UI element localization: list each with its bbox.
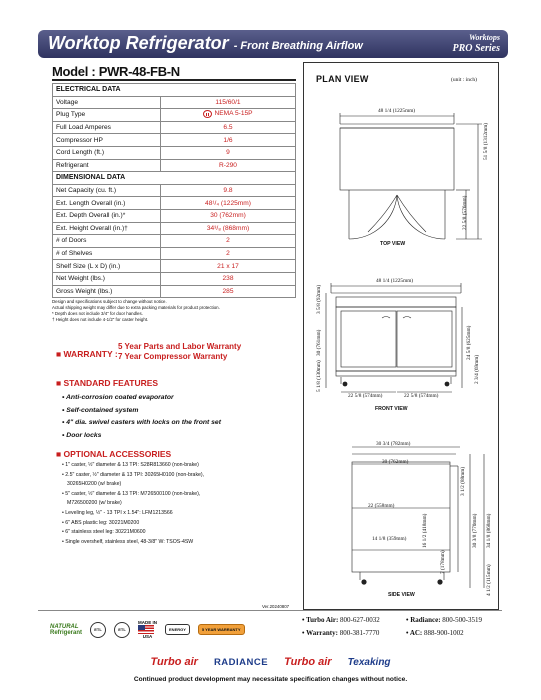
spec-label: Plug Type	[53, 109, 161, 122]
warranty-label-text: WARRANTY :	[63, 349, 118, 359]
list-item: • Anti-corrosion coated evaporator	[62, 394, 174, 401]
contact-key: • AC:	[406, 628, 423, 637]
dim-side-h1: 16 1/2 (418mm)	[422, 513, 428, 548]
dim-side-top: 3 1/2 (88mm)	[460, 466, 466, 496]
flag-icon	[138, 625, 154, 634]
made-in-usa-badge	[138, 620, 157, 639]
list-item: • Door locks	[62, 431, 102, 439]
note: * Depth does not include 3/4" for door handles.	[52, 311, 143, 316]
refrigerant-text: Refrigerant	[50, 629, 83, 636]
spec-label: Net Capacity (cu. ft.)	[53, 184, 161, 197]
title-subtitle: - Front Breathing Airflow	[233, 40, 363, 52]
accessory-text: 5" caster, ½" diameter & 13 TPI: M726500100 (non-brake),	[65, 490, 201, 497]
contact-phone: 800-500-3519	[442, 616, 482, 624]
spec-label: Gross Weight (lbs.)	[53, 285, 161, 298]
dim-top-depth2: 22 5/8 (576mm)	[462, 195, 468, 230]
natural-refrigerant-logo	[50, 624, 82, 636]
feature-text: 4" dia. swivel casters with locks on the front set	[66, 419, 221, 426]
contact-info	[302, 614, 482, 639]
series-line2: PRO Series	[452, 43, 500, 54]
spec-label: # of Doors	[53, 235, 161, 248]
title-main: Worktop Refrigerator	[48, 33, 229, 53]
contact-key: • Turbo Air:	[302, 616, 339, 624]
dim-front-base: 2 3/4 (69mm)	[474, 354, 480, 384]
certification-badges	[50, 620, 245, 639]
dim-front-mid: 30 (761mm)	[316, 329, 322, 356]
list-item: • 4" dia. swivel casters with locks on the front set	[62, 419, 221, 426]
section-title: ELECTRICAL DATA	[53, 84, 296, 97]
contact-row	[302, 627, 482, 640]
dim-side-h3: 34 1/8 (868mm)	[486, 513, 492, 548]
accessory-text: 2.5" caster, ½" diameter & 13 TPI: 30265H0100 (non-brake),	[65, 471, 205, 478]
turbo-air-logo-2: Turbo air	[284, 656, 332, 668]
accessory-text: 1" caster, ½" diameter & 13 TPI: S28R813660 (non-brake)	[65, 462, 199, 468]
note: † Height does not include 4-1/2" for caster height.	[52, 317, 149, 322]
list-item: • Self-contained system	[62, 406, 139, 414]
accessory-text: 30265H0200 (w/ brake)	[67, 481, 122, 488]
accessory-text: M726500200 (w/ brake)	[67, 500, 122, 507]
dim-front-width: 48 1/4 (1225mm)	[376, 278, 414, 284]
made-in-text: MADE IN	[138, 620, 158, 625]
spec-label: Net Weight (lbs.)	[53, 272, 161, 285]
texaking-logo: Texaking	[347, 656, 391, 668]
contact-row	[302, 614, 482, 627]
list-item: • 1" caster, ½" diameter & 13 TPI: S28R813660 (non-brake)	[62, 462, 199, 468]
brand-logos	[0, 656, 541, 668]
accessory-text: Leveling leg, ½" - 13 TPI x 1.54": LFM1213566	[65, 509, 173, 516]
dim-side-shelf: 22 (558mm)	[368, 503, 395, 509]
feature-text: Door locks	[66, 431, 102, 439]
spec-value: 285	[161, 285, 296, 298]
spec-value: 6.5	[161, 121, 296, 134]
list-item: • 6" stainless steel leg: 30221M0600	[62, 529, 146, 536]
dim-side-h2: 30 3/8 (770mm)	[472, 513, 478, 548]
spec-value: 48¹/₄ (1225mm)	[161, 197, 296, 210]
dim-top-depth: 51 5/8 (1312mm)	[483, 122, 489, 160]
unit-label: (unit : inch)	[451, 77, 477, 83]
spec-value: 1/6	[161, 134, 296, 147]
contact-key: • Warranty:	[302, 628, 338, 637]
accessories-title: ■ OPTIONAL ACCESSORIES	[56, 449, 172, 459]
spec-label: Full Load Amperes	[53, 121, 161, 134]
feature-text: Self-contained system	[66, 406, 139, 414]
spec-value: 2	[161, 247, 296, 260]
warranty-badge: 5 YEAR WARRANTY	[198, 624, 245, 635]
spec-value: 30 (762mm)	[161, 209, 296, 222]
etl-icon: ETL	[90, 622, 106, 638]
section-title: DIMENSIONAL DATA	[53, 172, 296, 185]
etl-sanitation-icon: ETL	[114, 622, 130, 638]
natural-text: NATURAL	[50, 623, 79, 630]
turbo-air-logo: Turbo air	[150, 656, 198, 668]
spec-value: 115/60/1	[161, 96, 296, 109]
series-line1: Worktops	[469, 33, 500, 42]
dim-front-top: 3 5/8 (92mm)	[316, 284, 322, 314]
top-view-drawing	[340, 113, 482, 239]
spec-label: Ext. Depth Overall (in.)*	[53, 209, 161, 222]
spec-label: Cord Length (ft.)	[53, 146, 161, 159]
version-label: Ver.20240807	[262, 604, 290, 609]
spec-value: 9	[161, 146, 296, 159]
plan-view-title: PLAN VIEW	[316, 74, 369, 84]
contact-phone: 888-900-1002	[424, 628, 464, 637]
spec-label: Refrigerant	[53, 159, 161, 172]
plug-type-text: NEMA 5-15P	[214, 110, 253, 118]
front-view-label: FRONT VIEW	[375, 406, 408, 412]
spec-label: Voltage	[53, 96, 161, 109]
list-item: • Single overshelf, stainless steel, 48-3/8" W: TSOS-4SW	[62, 538, 194, 545]
spec-label: Ext. Height Overall (in.)†	[53, 222, 161, 235]
dim-side-low: 7 (178mm)	[440, 550, 446, 574]
dim-front-door-right: 22 5/8 (574mm)	[404, 393, 439, 399]
warranty-label: ■ WARRANTY :	[56, 349, 118, 359]
contact-phone: 800-627-0032	[340, 616, 380, 624]
radiance-logo: RADIANCE	[213, 656, 269, 668]
model-number: Model : PWR-48-FB-N	[52, 64, 180, 79]
warranty-line1: 5 Year Parts and Labor Warranty	[118, 342, 242, 351]
spec-label: Compressor HP	[53, 134, 161, 147]
warranty-line2: 7 Year Compressor Warranty	[118, 352, 228, 361]
accessories-title-text: OPTIONAL ACCESSORIES	[63, 449, 172, 459]
footer-disclaimer: Continued product development may necessitate specification changes without notice.	[133, 676, 408, 683]
note: Actual shipping weight may differ due to extra packing materials for product protection.	[52, 305, 220, 310]
spec-label: # of Shelves	[53, 247, 161, 260]
spec-value: 21 x 17	[161, 260, 296, 273]
top-view-label: TOP VIEW	[380, 241, 406, 247]
list-item: • 6" ABS plastic leg: 30221M0200	[62, 519, 140, 526]
list-item: • Leveling leg, ½" - 13 TPI x 1.54": LFM1213566	[62, 509, 173, 516]
usa-text: USA	[142, 634, 153, 639]
energy-badge: ENERGY	[165, 624, 190, 635]
feature-text: Anti-corrosion coated evaporator	[66, 394, 174, 401]
side-view-label: SIDE VIEW	[388, 592, 415, 598]
dim-front-caster: 5 1/8 (130mm)	[316, 360, 322, 392]
contact-key: • Radiance:	[406, 616, 441, 624]
features-title: ■ STANDARD FEATURES	[56, 378, 159, 388]
footer-divider	[38, 610, 502, 611]
contact-phone: 800-381-7770	[339, 628, 380, 637]
spec-value: 9.8	[161, 184, 296, 197]
dim-front-door-left: 22 5/8 (574mm)	[348, 393, 383, 399]
dim-top-width: 48 1/4 (1225mm)	[378, 108, 416, 114]
list-item: • 5" caster, ½" diameter & 13 TPI: M726500100 (non-brake),	[62, 490, 201, 497]
spec-value: R-290	[161, 159, 296, 172]
front-view-drawing	[326, 283, 462, 392]
dim-front-inner: 24 5/8 (625mm)	[466, 325, 472, 360]
spec-label: Ext. Length Overall (in.)	[53, 197, 161, 210]
accessory-text: 6" stainless steel leg: 30221M0600	[65, 529, 146, 536]
features-title-text: STANDARD FEATURES	[63, 378, 159, 388]
spec-value: 2	[161, 235, 296, 248]
spec-value: 238	[161, 272, 296, 285]
list-item: • 2.5" caster, ½" diameter & 13 TPI: 30265H0100 (non-brake),	[62, 471, 205, 478]
note: Design and specifications subject to change without notice.	[52, 299, 167, 304]
accessory-text: Single overshelf, stainless steel, 48-3/8" W: TSOS-4SW	[65, 538, 194, 545]
accessory-text: 6" ABS plastic leg: 30221M0200	[65, 519, 140, 526]
dim-side-total: 30 3/4 (782mm)	[376, 441, 411, 447]
spec-label: Shelf Size (L x D) (in.)	[53, 260, 161, 273]
dim-side-caster: 4 1/2 (115mm)	[486, 564, 492, 596]
dim-side-gap: 14 1/8 (359mm)	[372, 536, 407, 542]
dim-side-depth: 30 (762mm)	[382, 459, 409, 465]
spec-value: 34³/₈ (868mm)	[161, 222, 296, 235]
